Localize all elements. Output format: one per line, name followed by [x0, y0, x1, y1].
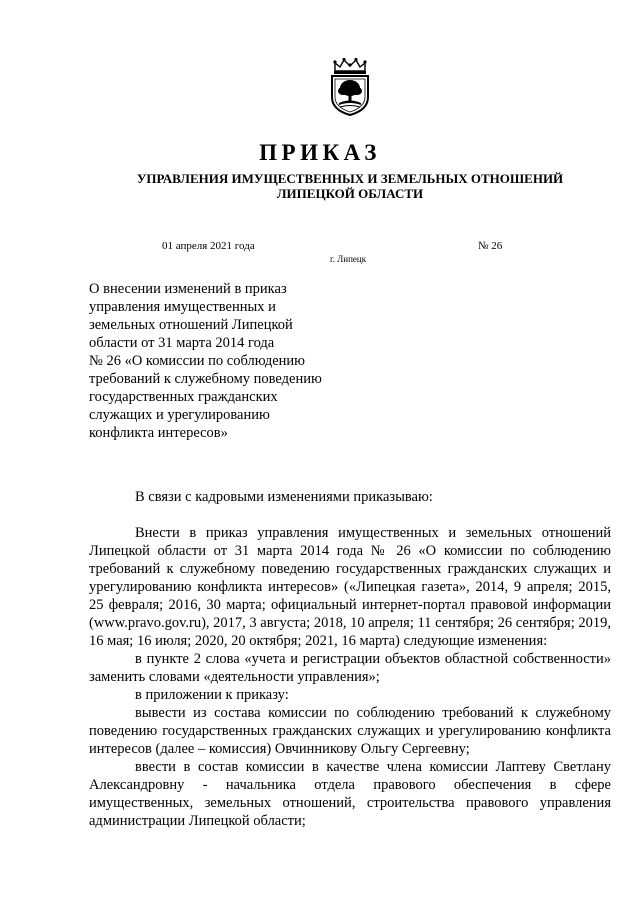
- authority-line-1: УПРАВЛЕНИЯ ИМУЩЕСТВЕННЫХ И ЗЕМЕЛЬНЫХ ОТНОШЕНИЙ: [136, 171, 564, 186]
- order-city: г. Липецк: [330, 254, 367, 264]
- amendment-item: ввести в состав комиссии в качестве члена комиссии Лаптеву Светлану Александровну - начальника отдела правового обеспечения в сфере имущественных, земельных отношений, строительства правового управления администрации Липецкой области;: [89, 759, 611, 829]
- subject-line: земельных отношений Липецкой: [89, 317, 293, 333]
- intro-statement: В связи с кадровыми изменениями приказываю:: [135, 489, 433, 505]
- authority-line-2: ЛИПЕЦКОЙ ОБЛАСТИ: [276, 186, 424, 201]
- order-subject: [89, 280, 349, 442]
- subject-line: конфликта интересов»: [89, 425, 228, 441]
- subject-line: государственных гражданских: [89, 389, 278, 405]
- order-number: № 26: [478, 240, 503, 252]
- subject-line: О внесении изменений в приказ: [89, 281, 287, 297]
- subject-line: управления имущественных и: [89, 299, 276, 315]
- amendment-item: вывести из состава комиссии по соблюдению требований к служебному поведению государственных гражданских служащих и урегулированию конфликта интересов (далее – комиссия) Овчинникову Ольгу Сергеевну;: [89, 705, 611, 757]
- subject-line: служащих и урегулированию: [89, 407, 270, 423]
- amendment-item: в приложении к приказу:: [135, 687, 289, 703]
- lipetsk-coat-of-arms-icon: [327, 57, 373, 117]
- amendment-item: в пункте 2 слова «учета и регистрации объектов областной собственности» заменить словами «деятельности управления»;: [89, 651, 611, 685]
- main-paragraph: Внести в приказ управления имущественных и земельных отношений Липецкой области от 31 марта 2014 года № 26 «О комиссии по соблюдению требований к служебному поведению государственных гражданских служащих и урегулированию конфликта интересов» («Липецкая газета», 2014, 9 апреля; 2015, 25 февраля; 2016, 30 марта; официальный интернет-портал правовой информации (www.pravo.gov.ru), 2017, 3 августа; 2018, 10 апреля; 11 сентября; 26 сентября; 2019, 16 мая; 16 июля; 2020, 20 октября; 2021, 16 марта) следующие изменения:: [89, 525, 611, 649]
- issuing-authority: [0, 171, 640, 201]
- subject-line: области от 31 марта 2014 года: [89, 335, 275, 351]
- subject-line: требований к служебному поведению: [89, 371, 322, 387]
- order-body: [89, 488, 611, 830]
- subject-line: № 26 «О комиссии по соблюдению: [89, 353, 305, 369]
- document-title: ПРИКАЗ: [259, 140, 381, 165]
- order-date: 01 апреля 2021 года: [162, 240, 255, 252]
